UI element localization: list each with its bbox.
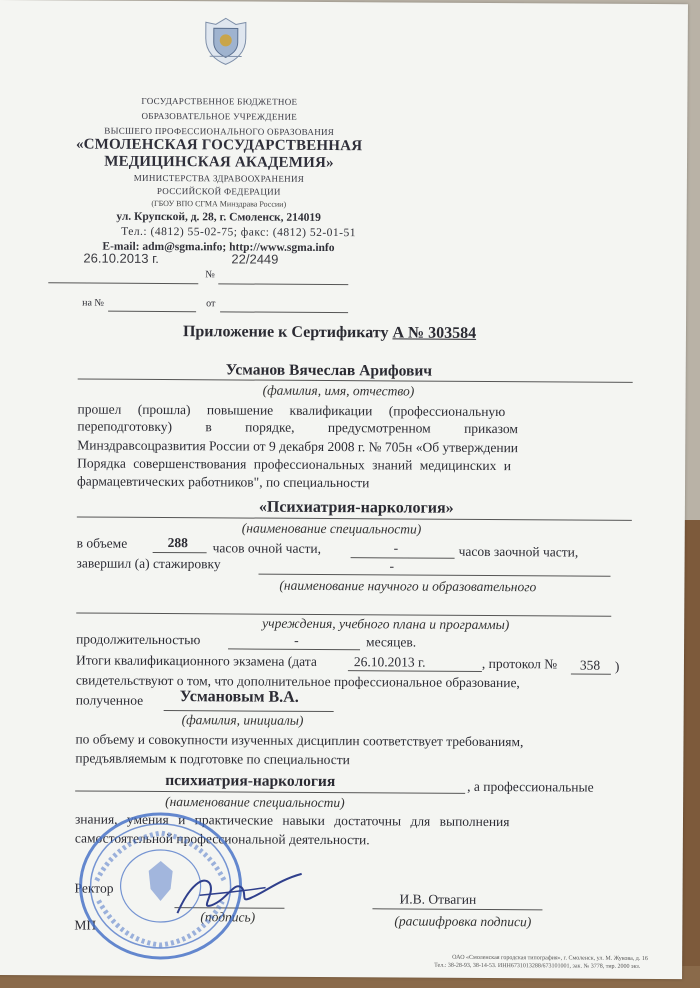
hours-correspondence-line	[351, 557, 455, 559]
final-line-2: самостоятельной профессиональной деятельности.	[74, 830, 370, 848]
number-line	[218, 283, 348, 285]
protocol-number: 358	[579, 657, 601, 673]
institution-caption-1: (наименование научного и образовательного	[279, 577, 537, 595]
table-background-right	[682, 520, 700, 988]
months-label: месяцев.	[366, 634, 417, 650]
hours-correspondence-label: часов заочной части,	[458, 543, 579, 560]
printer-info-1: ОАО «Смоленская городская типография», г. Смоленск, ул. М. Жукова, д. 16	[452, 954, 648, 962]
document-title	[183, 323, 476, 343]
address: ул. Крупской, д. 28, г. Смоленск, 214019	[116, 210, 321, 224]
testify-text: свидетельствуют о том, что дополнительное профессиональное образование,	[75, 672, 520, 691]
rector-label: Ректор	[74, 880, 114, 896]
volume-hours-full-time: 288	[167, 535, 188, 551]
phone-fax: Тел.: (4812) 55-02-75; факс: (4812) 52-01-51	[121, 225, 357, 240]
signer-name: И.В. Отвагин	[399, 891, 477, 907]
ministry-line-1: МИНИСТЕРСТВА ЗДРАВООХРАНЕНИЯ	[133, 172, 305, 184]
handwritten-signature	[169, 865, 309, 926]
exam-label: Итоги квалификационного экзамена (дата	[75, 652, 317, 669]
registration-date: 26.10.2013 г.	[83, 250, 159, 266]
academy-abbreviation: (ГБОУ ВПО СГМА Минздрава России)	[151, 198, 287, 209]
institution-caption-2: учреждения, учебного плана и программы)	[262, 615, 510, 633]
seal-place-label: МП	[74, 917, 97, 933]
full-name-caption: (фамилия, имя, отчество)	[262, 382, 415, 399]
specialty-2-caption: (наименование специальности)	[165, 794, 345, 811]
paragraph-line-3: Минздравсоцразвития России от 9 декабря 2008 г. № 705н «Об утверждении	[77, 437, 519, 456]
duration-label: продолжительностью	[76, 631, 201, 648]
header-line-3: ВЫСШЕГО ПРОФЕССИОНАЛЬНОГО ОБРАЗОВАНИЯ	[104, 125, 335, 138]
paragraph-line-1: прошел (прошла) повышение квалификации (профессиональную	[77, 401, 506, 420]
header-line-1: ГОСУДАРСТВЕННОЕ БЮДЖЕТНОЕ	[141, 95, 298, 107]
registration-number: 22/2449	[231, 251, 279, 267]
reference-date-line	[220, 311, 348, 313]
specialty-2: психиатрия-наркология	[165, 772, 336, 791]
signer-name-line	[372, 908, 542, 910]
professional-suffix: , а профессиональные	[467, 778, 594, 795]
internship-label: завершил (а) стажировку	[76, 555, 221, 572]
academy-name-2: МЕДИЦИНСКАЯ АКАДЕМИЯ»	[104, 153, 334, 172]
coat-of-arms-icon	[202, 16, 250, 66]
final-line-1: знания, умения и практические навыки достаточны для выполнения	[74, 811, 510, 830]
title-text: Приложение к Сертификату	[182, 323, 389, 342]
hours-full-time-label: часов очной части,	[212, 540, 322, 556]
paragraph-line-2: переподготовку) в порядке, предусмотренном приказом	[77, 418, 518, 437]
reference-number-label: на №	[82, 297, 105, 309]
specialty-2-line	[75, 790, 465, 793]
printer-info-2: Тел.: 38-28-93, 38-14-53. ИНН6731013288/673101001, зак. № 3778, тир. 2000 экз.	[434, 962, 641, 970]
signer-name-caption: (расшифровка подписи)	[394, 913, 532, 930]
full-name: Усманов Вячеслав Арифович	[225, 361, 433, 380]
protocol-line	[571, 673, 611, 674]
ministry-line-2: РОССИЙСКОЙ ФЕДЕРАЦИИ	[156, 185, 281, 197]
compliance-line-2: предъявляемым к подготовке по специальности	[75, 750, 350, 768]
specialty-name: «Психиатрия-наркология»	[258, 498, 454, 517]
exam-date: 26.10.2013 г.	[353, 654, 426, 670]
signature-caption: (подпись)	[200, 909, 256, 925]
header-line-2: ОБРАЗОВАТЕЛЬНОЕ УЧРЕЖДЕНИЕ	[141, 110, 298, 122]
protocol-label: , протокол №	[481, 655, 558, 672]
compliance-line-1: по объему и совокупности изученных дисциплин соответствует требованиям,	[75, 731, 524, 750]
protocol-close-paren: )	[614, 658, 620, 674]
date-line	[48, 282, 198, 284]
short-name: Усмановым В.А.	[179, 688, 299, 706]
reference-number-line	[108, 311, 196, 313]
internship-line	[258, 574, 610, 577]
hours-correspondence-value: -	[393, 540, 399, 556]
reference-date-label: от	[206, 298, 216, 310]
paragraph-line-4: Порядка совершенствования профессиональных знаний медицинских и	[77, 455, 512, 474]
number-sign: №	[205, 269, 215, 281]
duration-value: -	[294, 632, 299, 648]
volume-line	[153, 552, 207, 553]
internship-value: -	[389, 558, 395, 574]
received-label: полученное	[75, 692, 144, 708]
specialty-caption: (наименование специальности)	[241, 520, 422, 537]
email-website: E-mail: adm@sgma.info; http://www.sgma.info	[102, 240, 335, 255]
certificate-number: А № 303584	[392, 324, 477, 342]
academy-name-1: «СМОЛЕНСКАЯ ГОСУДАРСТВЕННАЯ	[75, 136, 363, 155]
short-name-caption: (фамилия, инициалы)	[181, 712, 304, 728]
volume-label: в объеме	[76, 535, 128, 551]
paragraph-line-5: фармацевтических работников", по специальности	[77, 473, 370, 491]
